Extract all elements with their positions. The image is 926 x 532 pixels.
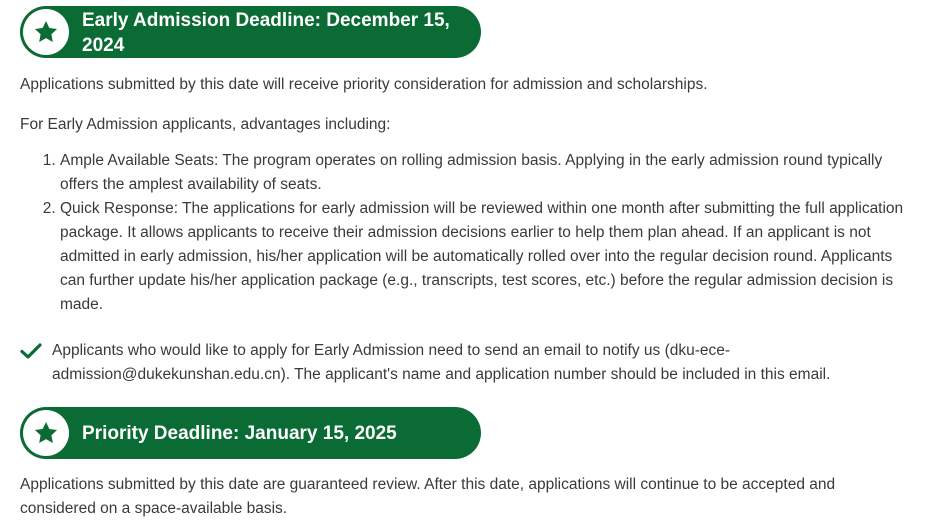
early-admission-note xyxy=(20,339,896,387)
checkmark-icon xyxy=(20,343,42,359)
star-icon-badge xyxy=(23,410,69,456)
advantages-list xyxy=(20,149,916,317)
early-admission-note-text: Applicants who would like to apply for Early Admission need to send an email to notify us (dku-ece-admission@dukekunshan.edu.cn). The applicant's name and application number should be included in this email. xyxy=(52,342,831,383)
priority-deadline-intro: Applications submitted by this date are guaranteed review. After this date, applications will continue to be accepted and considered on a space-available basis. xyxy=(20,476,836,517)
advantages-lead: For Early Admission applicants, advantages including: xyxy=(20,116,391,133)
priority-deadline-title: Priority Deadline: January 15, 2025 xyxy=(82,423,397,444)
star-icon xyxy=(33,19,59,45)
star-icon-badge xyxy=(23,9,69,55)
list-item: 2. Quick Response: The applications for early admission will be reviewed within one month after submitting the full application package. It allows applicants to receive their admission decisions earlier to help them plan ahead. If an applicant is not admitted in early admission, his/her application will be automatically rolled over into the regular decision round. Applicants can further update his/her application package (e.g., transcripts, test scores, etc.) before the regular admission decision is made. xyxy=(60,197,916,317)
early-admission-deadline-banner xyxy=(20,6,481,58)
list-item: 1. Ample Available Seats: The program operates on rolling admission basis. Applying in the early admission round typically offers the amplest availability of seats. xyxy=(60,149,916,197)
early-admission-title: Early Admission Deadline: December 15, 2024 xyxy=(82,10,450,56)
priority-deadline-banner xyxy=(20,407,481,459)
star-icon xyxy=(33,420,59,446)
early-admission-intro: Applications submitted by this date will receive priority consideration for admission and scholarships. xyxy=(20,76,708,93)
